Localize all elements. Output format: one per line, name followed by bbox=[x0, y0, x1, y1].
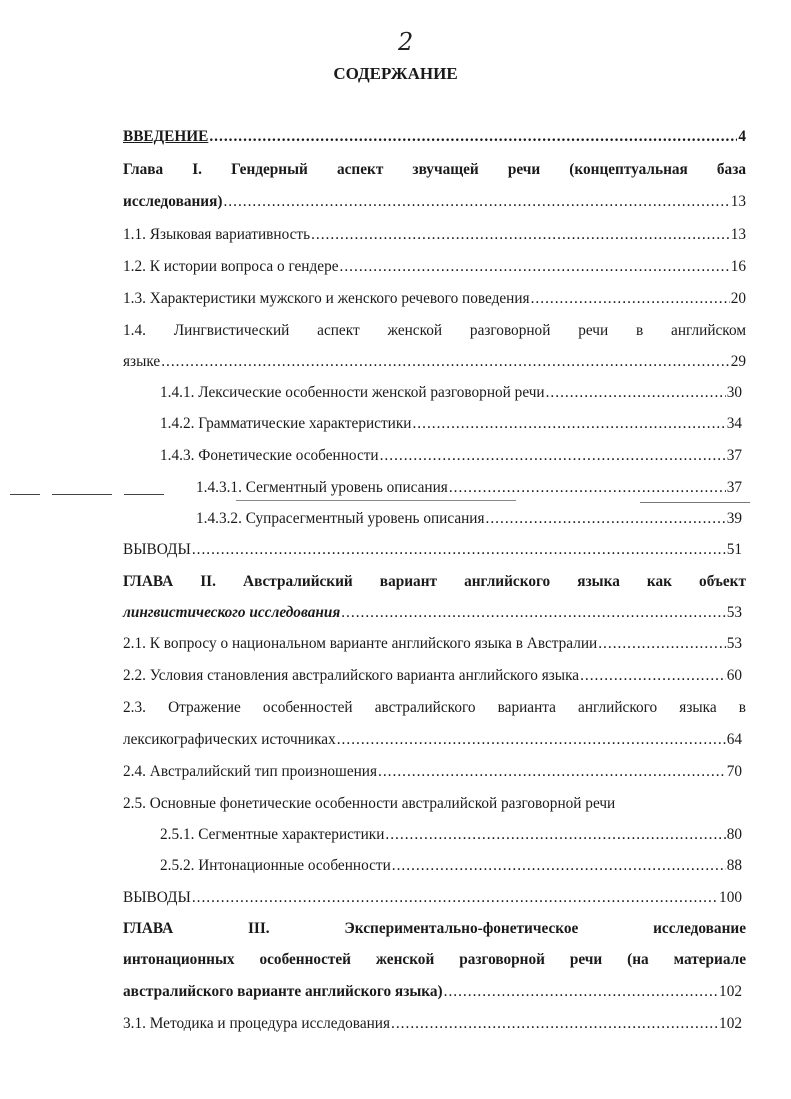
toc-leader bbox=[412, 414, 725, 434]
toc-chapter3-title-line1: ГЛАВА III. Экспериментально-фонетическое исследование bbox=[123, 920, 746, 937]
toc-page: 16 bbox=[730, 258, 746, 275]
toc-label: 1.2. К истории вопроса о гендере bbox=[123, 258, 339, 275]
scan-artifact-line bbox=[10, 494, 40, 495]
toc-page: 70 bbox=[726, 763, 742, 780]
toc-entry-1-4 bbox=[123, 352, 746, 372]
toc-label: 1.4.2. Грамматические характеристики bbox=[160, 415, 412, 432]
toc-entry-conclusions-2 bbox=[123, 888, 742, 908]
toc-leader bbox=[385, 825, 725, 845]
toc-leader bbox=[380, 446, 726, 466]
toc-leader bbox=[341, 603, 725, 623]
toc-entry-1-4-1 bbox=[160, 383, 742, 403]
toc-label: 2.5.1. Сегментные характеристики bbox=[160, 826, 385, 843]
toc-chapter2-title-line1: ГЛАВА II. Австралийский вариант английского языка как объект bbox=[123, 573, 746, 590]
toc-page: 39 bbox=[726, 510, 742, 527]
toc-entry-2-5-1 bbox=[160, 825, 742, 845]
toc-page: 37 bbox=[726, 447, 742, 464]
toc-leader bbox=[449, 478, 726, 498]
scan-artifact-line bbox=[124, 494, 164, 495]
toc-label: 2.4. Австралийский тип произношения bbox=[123, 763, 378, 780]
toc-page: 51 bbox=[726, 541, 742, 558]
toc-page: 102 bbox=[719, 983, 742, 1000]
toc-label: ВЫВОДЫ bbox=[123, 541, 191, 558]
toc-entry-1-4-3-1 bbox=[196, 478, 742, 498]
toc-chapter3-title-line2: интонационных особенностей женской разговорной речи (на материале bbox=[123, 951, 746, 968]
toc-entry-1-4-3-2 bbox=[196, 509, 742, 529]
toc-entry-chapter3 bbox=[123, 982, 742, 1002]
toc-leader bbox=[192, 888, 718, 908]
toc-label: языке bbox=[123, 353, 161, 370]
toc-leader bbox=[192, 540, 726, 560]
toc-leader bbox=[546, 383, 726, 403]
toc-entry-1-4-2 bbox=[160, 414, 742, 434]
toc-leader bbox=[209, 127, 737, 147]
toc-leader bbox=[486, 509, 726, 529]
toc-label: 1.3. Характеристики мужского и женского речевого поведения bbox=[123, 290, 530, 307]
toc-entry-1-3 bbox=[123, 289, 746, 309]
toc-chapter1-title-line1: Глава I. Гендерный аспект звучащей речи (концептуальная база bbox=[123, 161, 746, 178]
toc-label: ВВЕДЕНИЕ bbox=[123, 128, 209, 145]
toc-leader bbox=[531, 289, 730, 309]
toc-page: 64 bbox=[726, 731, 742, 748]
toc-leader bbox=[161, 352, 730, 372]
toc-page: 30 bbox=[726, 384, 742, 401]
toc-leader bbox=[337, 730, 726, 750]
toc-page: 88 bbox=[726, 857, 742, 874]
toc-page: 100 bbox=[719, 889, 742, 906]
scan-artifact-line bbox=[52, 494, 112, 495]
scan-artifact-line bbox=[640, 502, 750, 503]
toc-leader bbox=[378, 762, 726, 782]
toc-page: 13 bbox=[730, 193, 746, 210]
toc-entry-2-5-2 bbox=[160, 856, 742, 876]
toc-2-3-title-line1: 2.3. Отражение особенностей австралийского варианта английского языка в bbox=[123, 699, 746, 716]
toc-leader bbox=[391, 1014, 718, 1034]
toc-page: 102 bbox=[719, 1015, 742, 1032]
toc-label: 1.4.3.1. Сегментный уровень описания bbox=[196, 479, 448, 496]
toc-page: 80 bbox=[726, 826, 742, 843]
toc-entry-chapter2 bbox=[123, 603, 742, 623]
toc-label: 1.4.1. Лексические особенности женской разговорной речи bbox=[160, 384, 545, 401]
toc-2-5-title: 2.5. Основные фонетические особенности австралийской разговорной речи bbox=[123, 795, 616, 812]
toc-label: ВЫВОДЫ bbox=[123, 889, 191, 906]
toc-page: 29 bbox=[730, 353, 746, 370]
toc-label: 3.1. Методика и процедура исследования bbox=[123, 1015, 391, 1032]
toc-entry-1-2 bbox=[123, 257, 746, 277]
toc-label: 2.1. К вопросу о национальном варианте английского языка в Австралии bbox=[123, 635, 598, 652]
toc-page: 37 bbox=[726, 479, 742, 496]
toc-leader bbox=[223, 192, 729, 212]
toc-entry-conclusions-1 bbox=[123, 540, 742, 560]
toc-page: 53 bbox=[726, 604, 742, 621]
toc-page: 13 bbox=[730, 226, 746, 243]
toc-page: 20 bbox=[730, 290, 746, 307]
toc-entry-3-1 bbox=[123, 1014, 742, 1034]
page-title: СОДЕРЖАНИЕ bbox=[333, 64, 458, 83]
toc-entry-2-1 bbox=[123, 634, 742, 654]
toc-label: 1.1. Языковая вариативность bbox=[123, 226, 311, 243]
toc-page: 34 bbox=[726, 415, 742, 432]
toc-entry-2-2 bbox=[123, 666, 742, 686]
toc-label: 2.2. Условия становления австралийского варианта английского языка bbox=[123, 667, 580, 684]
toc-label: австралийского варианте английского языка) bbox=[123, 983, 443, 1000]
toc-label: 1.4.3.2. Супрасегментный уровень описания bbox=[196, 510, 485, 527]
toc-entry-chapter1 bbox=[123, 192, 746, 212]
toc-entry-intro bbox=[123, 127, 746, 147]
toc-entry-1-1 bbox=[123, 225, 746, 245]
toc-leader bbox=[311, 225, 730, 245]
toc-leader bbox=[598, 634, 725, 654]
toc-label: 1.4.3. Фонетические особенности bbox=[160, 447, 379, 464]
toc-leader bbox=[392, 856, 726, 876]
toc-entry-1-4-3 bbox=[160, 446, 742, 466]
toc-page: 53 bbox=[726, 635, 742, 652]
toc-leader bbox=[444, 982, 718, 1002]
toc-entry-2-4 bbox=[123, 762, 742, 782]
toc-label: лингвистического исследования bbox=[123, 604, 341, 621]
toc-label: лексикографических источниках bbox=[123, 731, 336, 748]
toc-entry-2-3 bbox=[123, 730, 742, 750]
toc-label: 2.5.2. Интонационные особенности bbox=[160, 857, 391, 874]
handwritten-page-number: 2 bbox=[398, 28, 414, 56]
toc-page: 60 bbox=[726, 667, 742, 684]
toc-label: исследования) bbox=[123, 193, 223, 210]
scan-artifact-line bbox=[236, 500, 516, 501]
toc-page: 4 bbox=[738, 128, 746, 145]
toc-leader bbox=[580, 666, 726, 686]
toc-leader bbox=[340, 257, 730, 277]
toc-1-4-title-line1: 1.4. Лингвистический аспект женской разговорной речи в английском bbox=[123, 322, 746, 339]
